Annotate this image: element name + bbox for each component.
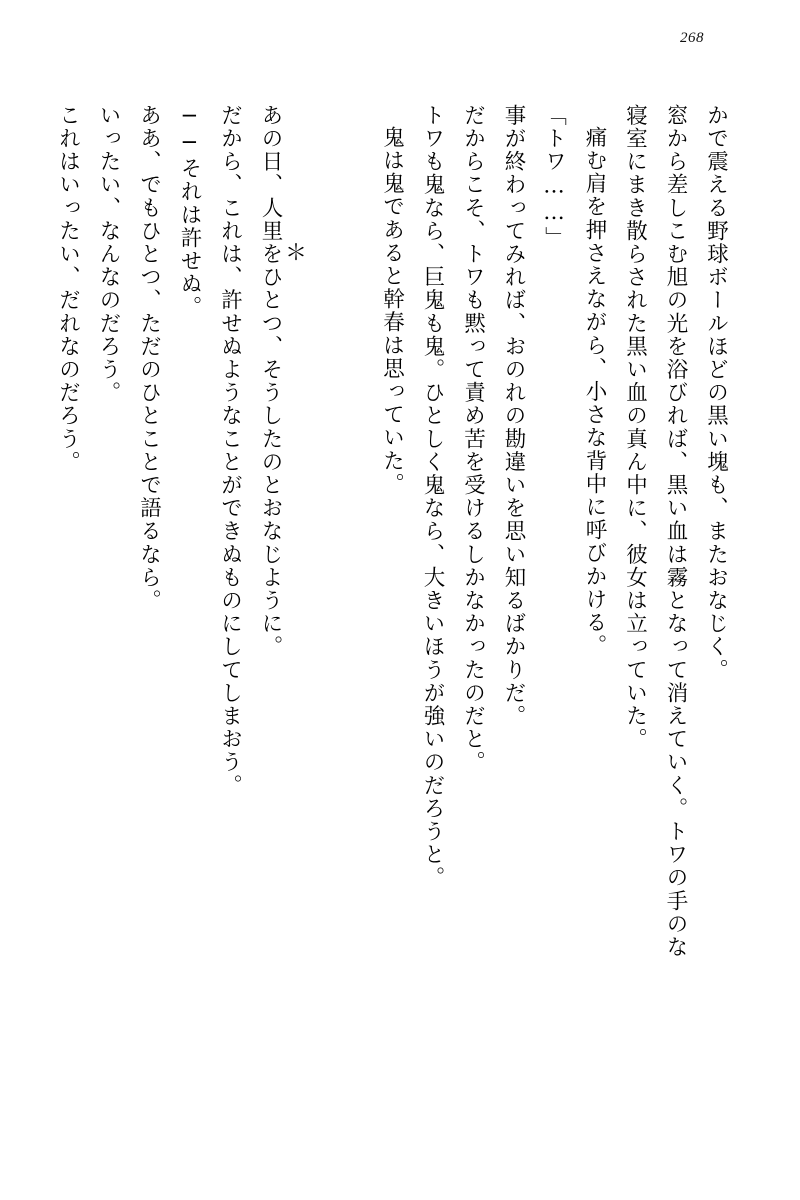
text-column: 事が終わってみれば、おのれの勘違いを思い知るばかりだ。 — [501, 104, 526, 728]
text-column: ──それは許せぬ。 — [177, 104, 202, 319]
text-column: だから、これは、許せぬようなことができぬものにしてしまおう。 — [217, 104, 243, 797]
text-column: トワも鬼なら、巨鬼も鬼。ひとしく鬼なら、大きいほうが強いのだろうと。 — [420, 104, 445, 890]
page-number: 268 — [680, 30, 704, 46]
text-column: だからこそ、トワも黙って責め苦を受けるしかなかったのだと。 — [460, 104, 486, 774]
text-column-blank — [341, 104, 363, 1134]
text-column: 窓から差しこむ旭の光を浴びれば、黒い血は霧となって消えていく。トワの手のな — [663, 104, 688, 959]
text-column: いったい、なんなのだろう。 — [96, 104, 121, 405]
text-column: これはいったい、だれなのだろう。 — [55, 104, 81, 474]
text-column: 痛む肩を押さえながら、小さな背中に呼びかける。 — [582, 126, 607, 658]
text-column: 鬼は鬼であると幹春は思っていた。 — [379, 126, 405, 496]
text-column: 「トワ……」 — [541, 104, 567, 250]
text-column: あの日、人里をひとつ、そうしたのとおなじように。 — [258, 104, 283, 659]
text-column: ああ、でもひとつ、ただのひとことで語るなら。 — [136, 104, 162, 613]
section-separator-mark: ＊ — [284, 240, 309, 265]
text-column: かで震える野球ボールほどの黒い塊も、またおなじく。 — [703, 104, 729, 682]
text-column: 寝室にまき散らされた黒い血の真ん中に、彼女は立っていた。 — [622, 104, 648, 751]
text-column-blank — [300, 104, 322, 1134]
body-text — [38, 104, 728, 1134]
